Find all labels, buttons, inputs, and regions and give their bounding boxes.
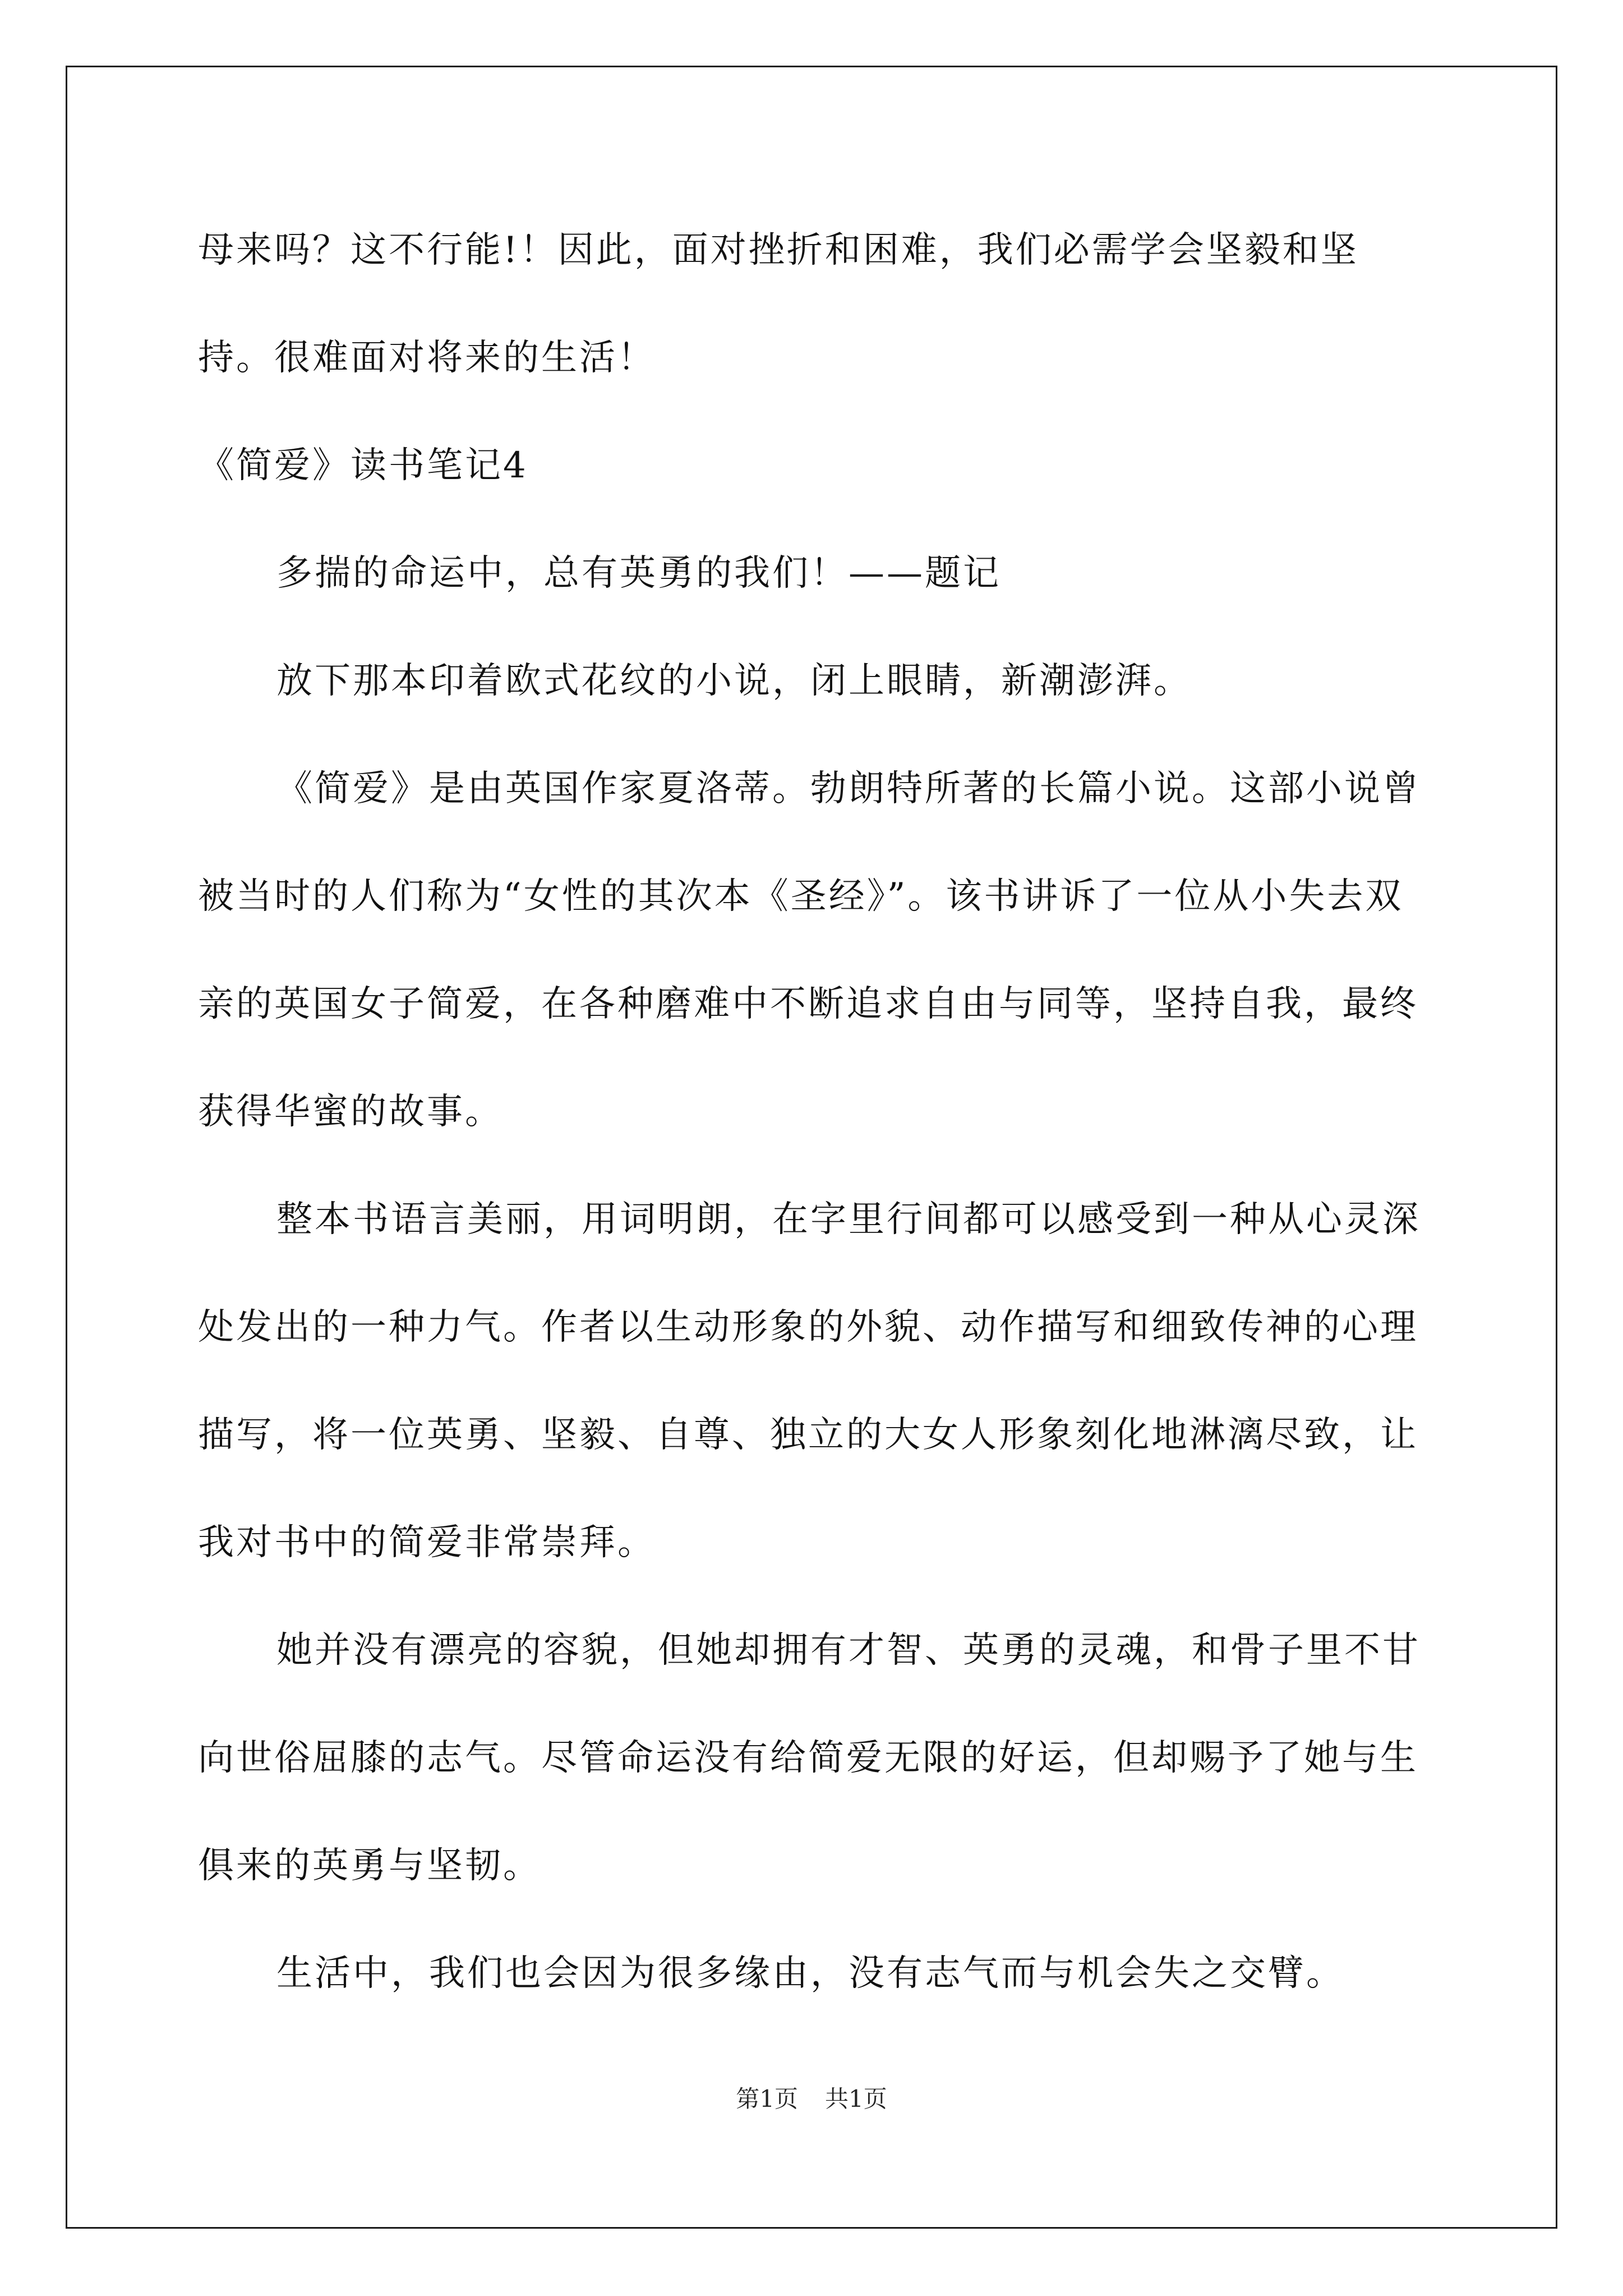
page-number: 第1页 (736, 2085, 798, 2113)
body-paragraph: 《简爱》是由英国作家夏洛蒂。勃朗特所著的长篇小说。这部小说曾被当时的人们称为“女性的其次本《圣经》”。该书讲诉了一位从小失去双亲的英国女子简爱，在各种磨难中不断追求自由与同等，坚持自我，最终获得华蜜的故事。 (198, 768, 1421, 1133)
body-paragraph: 放下那本印着欧式花纹的小说，闭上眼睛，新潮澎湃。 (276, 660, 1192, 702)
page-footer (0, 2082, 1623, 2116)
continuation-paragraph: 母来吗？这不行能!！因此，面对挫折和困难，我们必需学会坚毅和坚持。很难面对将来的生活！ (198, 229, 1359, 379)
body-paragraph: 生活中，我们也会因为很多缘由，没有志气而与机会失之交臂。 (276, 1953, 1344, 1994)
page-total: 共1页 (825, 2085, 887, 2113)
epigraph-paragraph: 多揣的命运中，总有英勇的我们！——题记 (276, 553, 1001, 594)
body-paragraph: 整本书语言美丽，用词明朗，在字里行间都可以感受到一种从心灵深处发出的一种力气。作者以生动形象的外貌、动作描写和细致传神的心理描写，将一位英勇、坚毅、自尊、独立的大女人形象刻化地淋漓尽致，让我对书中的简爱非常崇拜。 (198, 1199, 1421, 1563)
body-paragraph: 她并没有漂亮的容貌，但她却拥有才智、英勇的灵魂，和骨子里不甘向世俗屈膝的志气。尽管命运没有给简爱无限的好运，但却赐予了她与生俱来的英勇与坚韧。 (198, 1630, 1421, 1887)
section-heading: 《简爱》读书笔记4 (198, 445, 528, 486)
